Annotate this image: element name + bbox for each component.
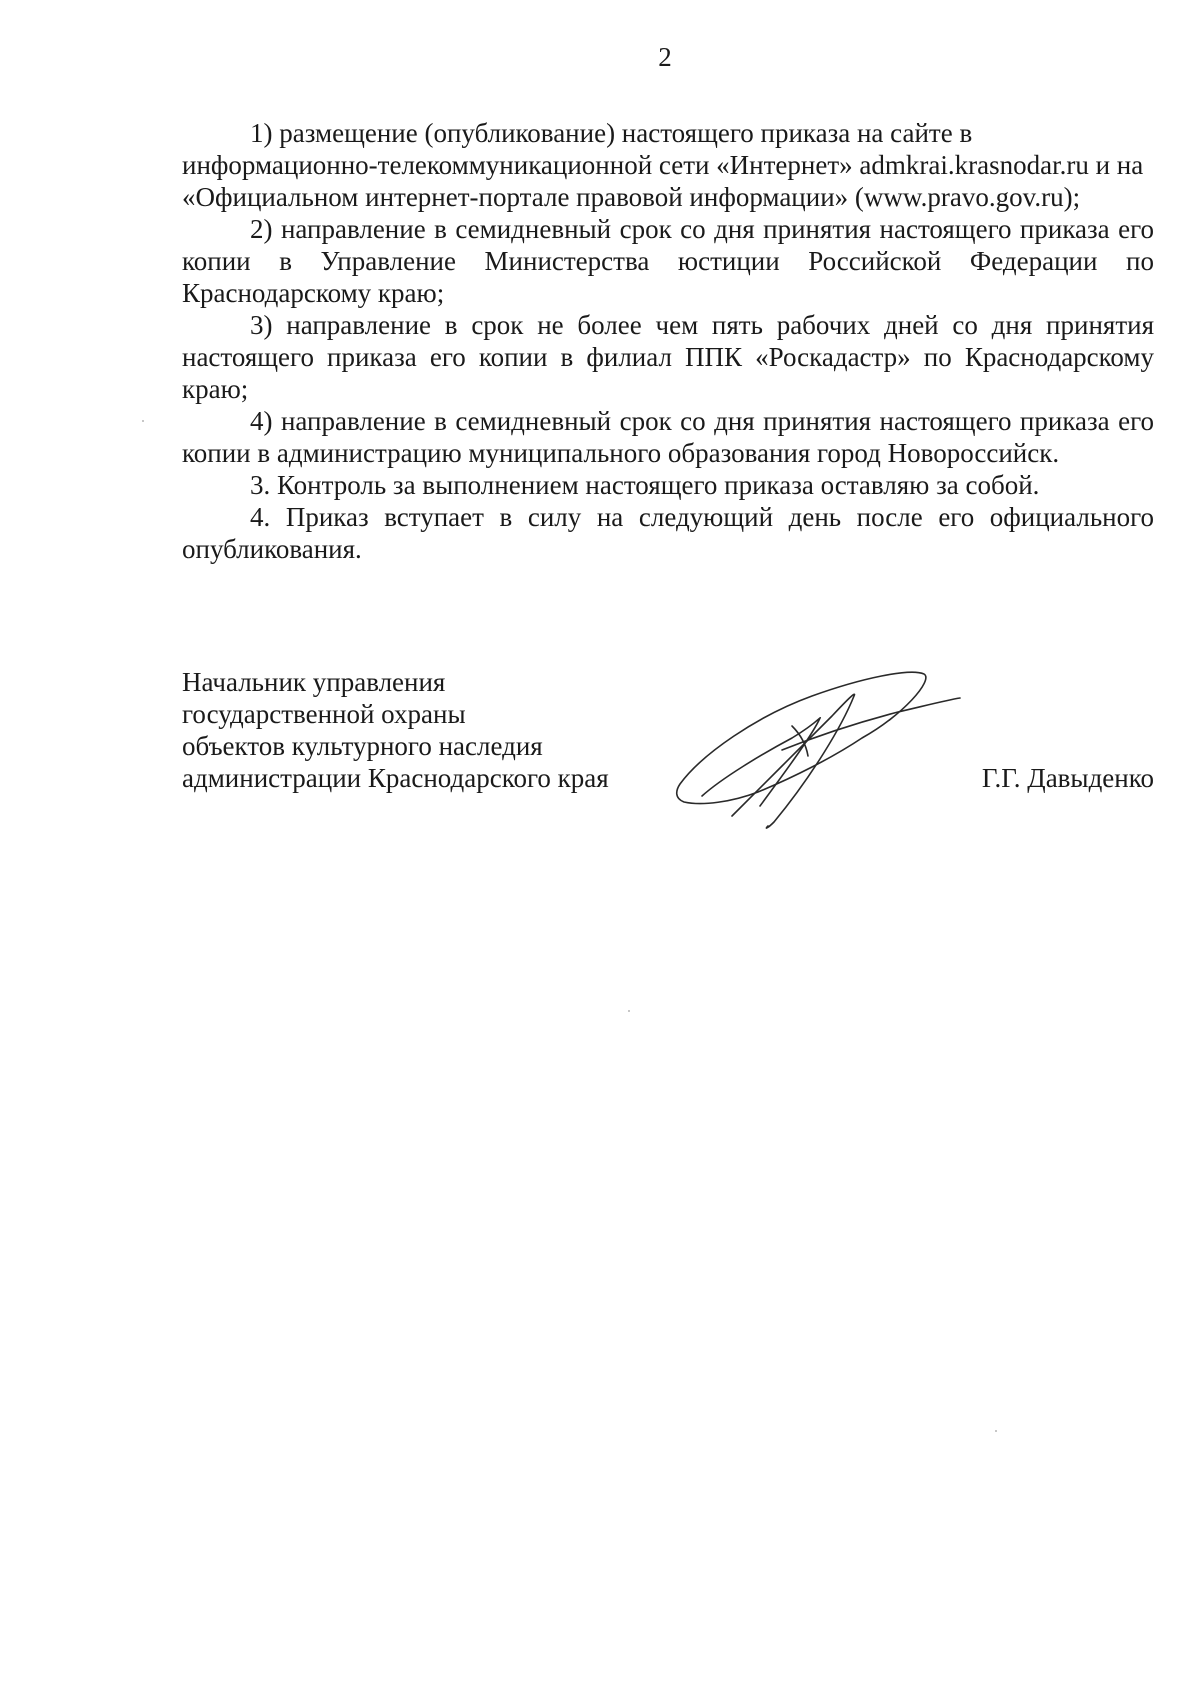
paragraph-clause-3: 3. Контроль за выполнением настоящего приказа оставляю за собой.: [250, 470, 1040, 500]
signature-block: [182, 666, 1154, 836]
paragraph-item-1: 1) размещение (опубликование) настоящего приказа на сайте в информационно-телекоммуникационной сети «Интернет» admkrai.krasnodar.ru и на «Официальном интернет-портале правовой информации» (www.pravo.gov.ru);: [182, 118, 1144, 212]
scan-speck: [142, 420, 144, 422]
signer-title: [182, 666, 609, 794]
paragraph-item-4: 4) направление в семидневный срок со дня принятия настоящего приказа его копии в администрацию муниципального образования город Новороссийск.: [182, 406, 1154, 468]
page-number: 2: [658, 42, 672, 72]
signer-name: Г.Г. Давыденко: [981, 763, 1154, 793]
paragraph-item-2: 2) направление в семидневный срок со дня принятия настоящего приказа его копии в Управление Министерства юстиции Российской Федерации по Краснодарскому краю;: [182, 214, 1154, 308]
signer-title-line: государственной охраны: [182, 699, 466, 729]
signer-title-line: Начальник управления: [182, 667, 446, 697]
paragraph-item-3: 3) направление в срок не более чем пять рабочих дней со дня принятия настоящего приказа его копии в филиал ППК «Роскадастр» по Краснодарскому краю;: [182, 310, 1154, 404]
paragraph-clause-4: 4. Приказ вступает в силу на следующий день после его официального опубликования.: [182, 502, 1154, 564]
signer-title-line: объектов культурного наследия: [182, 731, 543, 761]
scan-speck: [995, 1430, 997, 1432]
scan-speck: [628, 1010, 630, 1012]
signer-title-line: администрации Краснодарского края: [182, 763, 609, 793]
document-body: [182, 117, 1154, 565]
handwritten-signature-icon: [662, 666, 962, 836]
